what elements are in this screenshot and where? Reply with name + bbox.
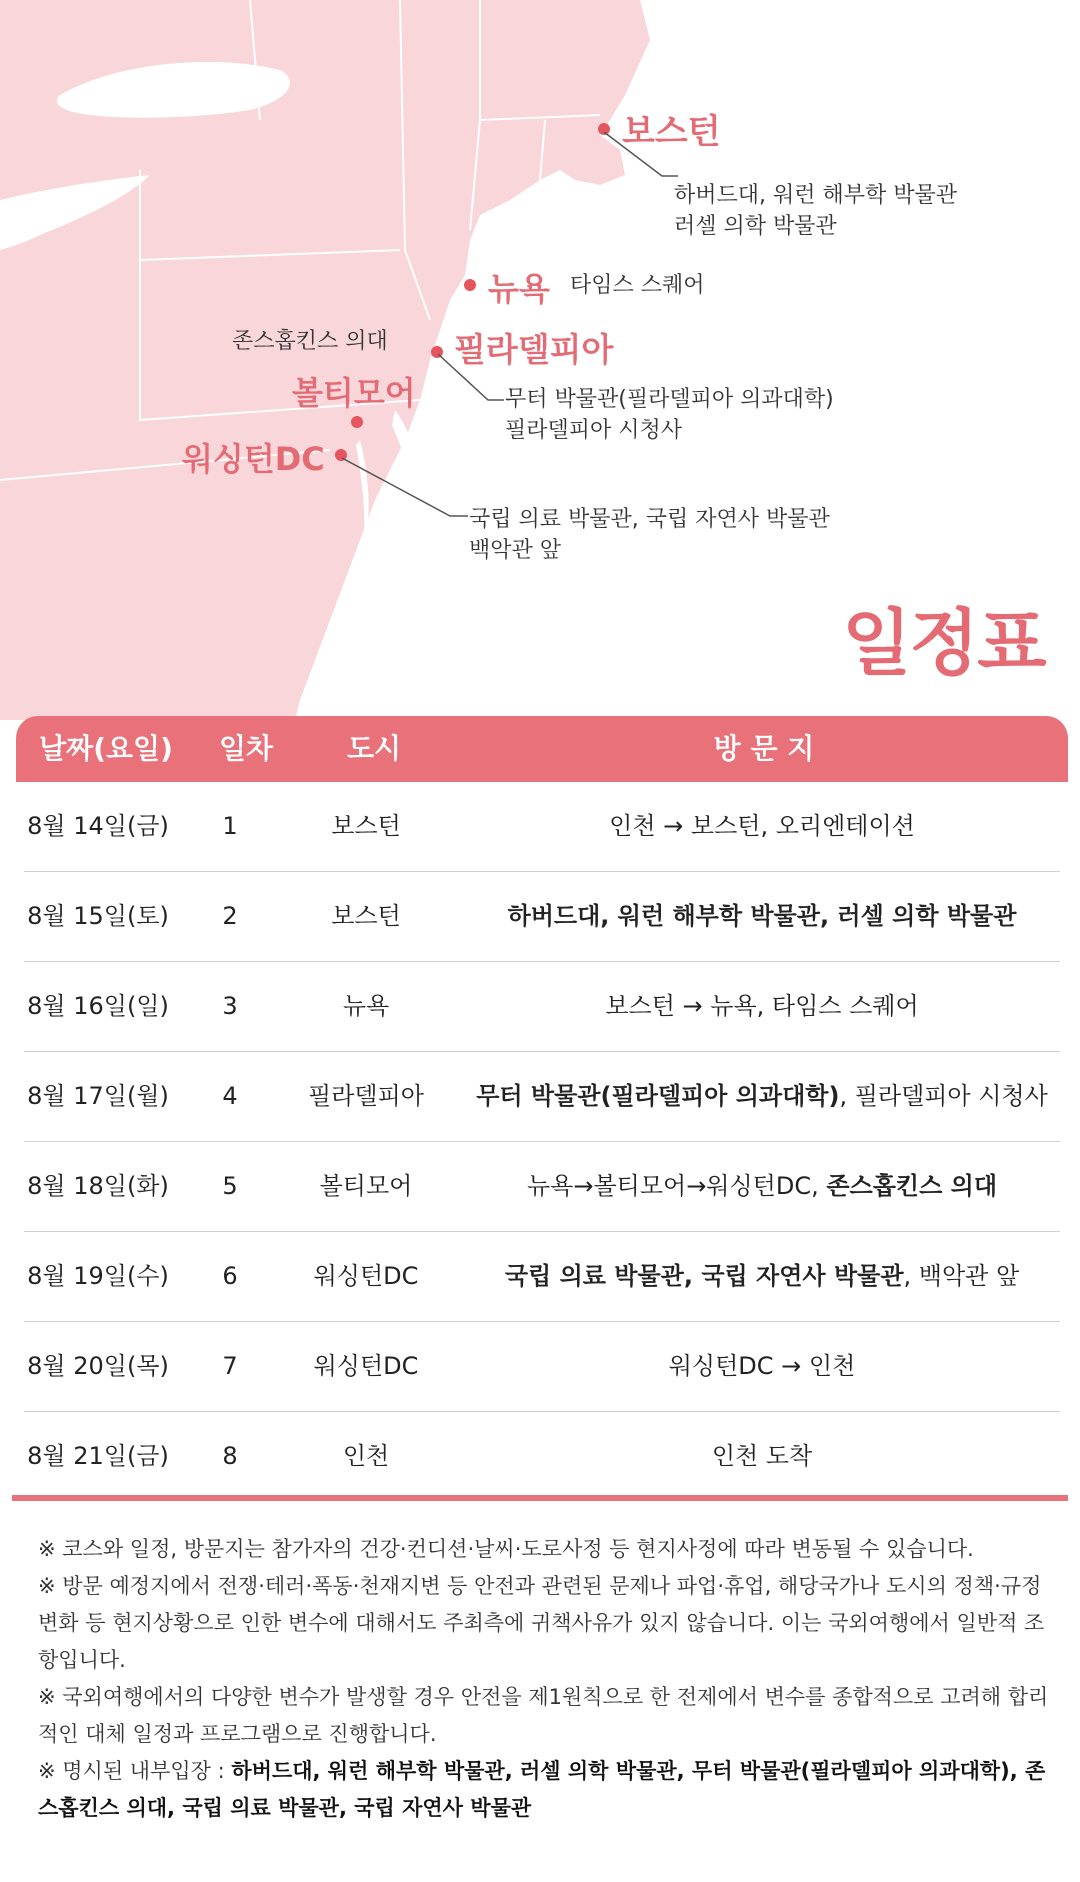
row-date: 8월 21일(금): [27, 1442, 169, 1470]
row-visit: [444, 782, 1080, 871]
table-row: [24, 1322, 1060, 1412]
row-day: 4: [222, 1082, 238, 1110]
row-date: 8월 19일(수): [27, 1262, 169, 1290]
row-visit-normal: 보스턴 → 뉴욕, 타임스 스퀘어: [605, 992, 919, 1020]
schedule-table: [16, 716, 1068, 1501]
table-row: [24, 1412, 1060, 1501]
row-city: 보스턴: [331, 902, 401, 930]
note-3: ※ 국외여행에서의 다양한 변수가 발생할 경우 안전을 제1원칙으로 한 전제에서 변수를 종합적으로 고려해 합리적인 대체 일정과 프로그램으로 진행합니다.: [38, 1685, 1049, 1746]
table-row: [24, 1232, 1060, 1322]
row-day: 1: [222, 812, 238, 840]
row-visit: [444, 1052, 1080, 1141]
boston-note-1: 하버드대, 워런 해부학 박물관: [674, 183, 957, 208]
note-4: [38, 1753, 1050, 1827]
row-city: 워싱턴DC: [313, 1262, 419, 1290]
city-label-newyork: 뉴욕: [488, 270, 550, 308]
table-row: [24, 1142, 1060, 1232]
note-4-prefix: ※ 명시된 내부입장 :: [38, 1759, 232, 1783]
row-day: 3: [222, 992, 238, 1020]
row-visit: [444, 1142, 1080, 1231]
boston-leader-line: [604, 130, 684, 190]
row-visit-normal: 인천 → 보스턴, 오리엔테이션: [609, 812, 915, 840]
row-day: 8: [222, 1442, 238, 1470]
row-visit: [444, 962, 1080, 1051]
table-bottom-line: [12, 1495, 1068, 1501]
row-visit-bold: 존스홉킨스 의대: [826, 1172, 998, 1200]
note-4-bold: 하버드대, 워런 해부학 박물관, 러셀 의학 박물관, 무터 박물관(필라델피아 의과대학), 존스홉킨스 의대, 국립 의료 박물관, 국립 자연사 박물관: [38, 1759, 1046, 1820]
row-visit: [444, 1232, 1080, 1321]
header-visit: 방 문 지: [713, 732, 815, 765]
table-row: [24, 782, 1060, 872]
baltimore-note-1: 존스홉킨스 의대: [232, 329, 388, 354]
washington-note-2: 백악관 앞: [469, 538, 562, 563]
city-label-philadelphia: 필라델피아: [454, 330, 614, 369]
row-city: 볼티모어: [319, 1172, 413, 1200]
row-date: 8월 18일(화): [27, 1172, 169, 1200]
schedule-title: 일정표: [842, 601, 1045, 685]
row-visit: [444, 1322, 1080, 1411]
newyork-notes: [570, 270, 705, 301]
row-visit: [444, 872, 1080, 961]
header-day: 일차: [218, 732, 274, 765]
row-day: 5: [222, 1172, 238, 1200]
washington-leader-line: [342, 456, 482, 526]
row-day: 7: [222, 1352, 238, 1380]
row-date: 8월 17일(월): [27, 1082, 169, 1110]
row-city: 뉴욕: [342, 992, 390, 1020]
row-visit-normal: 인천 도착: [711, 1442, 813, 1470]
row-city: 워싱턴DC: [313, 1352, 419, 1380]
note-2: ※ 방문 예정지에서 전쟁·테러·폭동·천재지변 등 안전과 관련된 문제나 파업·휴업, 해당국가나 도시의 정책·규정 변화 등 현지상황으로 인한 변수에 대해서도 주최측에 귀책사유가 있지 않습니다. 이는 국외여행에서 일반적 조항입니다.: [38, 1574, 1045, 1672]
city-label-washington: 워싱턴DC: [182, 440, 325, 478]
row-visit-bold: 하버드대, 워런 해부학 박물관, 러셀 의학 박물관: [507, 902, 1017, 930]
row-day: 2: [222, 902, 238, 930]
row-visit-bold: 국립 의료 박물관, 국립 자연사 박물관: [504, 1262, 904, 1290]
table-body: [16, 782, 1068, 1501]
row-date: 8월 16일(일): [27, 992, 169, 1020]
boston-note-2: 러셀 의학 박물관: [674, 214, 837, 239]
notes: [38, 1531, 1050, 1827]
row-visit-normal: , 백악관 앞: [903, 1262, 1020, 1290]
row-date: 8월 15일(토): [27, 902, 169, 930]
washington-note-1: 국립 의료 박물관, 국립 자연사 박물관: [469, 507, 830, 532]
city-label-boston: 보스턴: [622, 112, 721, 152]
philadelphia-note-1: 무터 박물관(필라델피아 의과대학): [505, 387, 834, 412]
header-city: 도시: [346, 732, 402, 765]
row-visit-bold: 무터 박물관(필라델피아 의과대학): [476, 1082, 840, 1110]
newyork-pin: [464, 279, 476, 291]
philadelphia-note-2: 필라델피아 시청사: [505, 418, 683, 443]
baltimore-notes: [232, 326, 388, 357]
row-visit: [444, 1412, 1080, 1501]
table-header: [16, 716, 1068, 782]
table-row: [24, 872, 1060, 962]
row-city: 보스턴: [331, 812, 401, 840]
baltimore-pin: [351, 416, 363, 428]
boston-notes: [674, 180, 957, 242]
city-label-baltimore: 볼티모어: [292, 374, 416, 412]
row-visit-normal: 워싱턴DC → 인천: [668, 1352, 856, 1380]
note-1: ※ 코스와 일정, 방문지는 참가자의 건강·컨디션·날씨·도로사정 등 현지사정에 따라 변동될 수 있습니다.: [38, 1537, 974, 1561]
table-row: [24, 962, 1060, 1052]
row-visit-normal: , 필라델피아 시청사: [839, 1082, 1048, 1110]
map-area: [0, 0, 1080, 720]
philadelphia-notes: [505, 384, 834, 446]
row-city: 필라델피아: [308, 1082, 424, 1110]
row-day: 6: [222, 1262, 238, 1290]
header-date: 날짜(요일): [39, 732, 173, 765]
row-visit-pre: 뉴욕→볼티모어→워싱턴DC,: [526, 1172, 827, 1200]
row-date: 8월 14일(금): [27, 812, 169, 840]
row-city: 인천: [342, 1442, 390, 1470]
table-row: [24, 1052, 1060, 1142]
washington-notes: [469, 504, 830, 566]
newyork-note-1: 타임스 스퀘어: [570, 273, 705, 298]
row-date: 8월 20일(목): [27, 1352, 169, 1380]
